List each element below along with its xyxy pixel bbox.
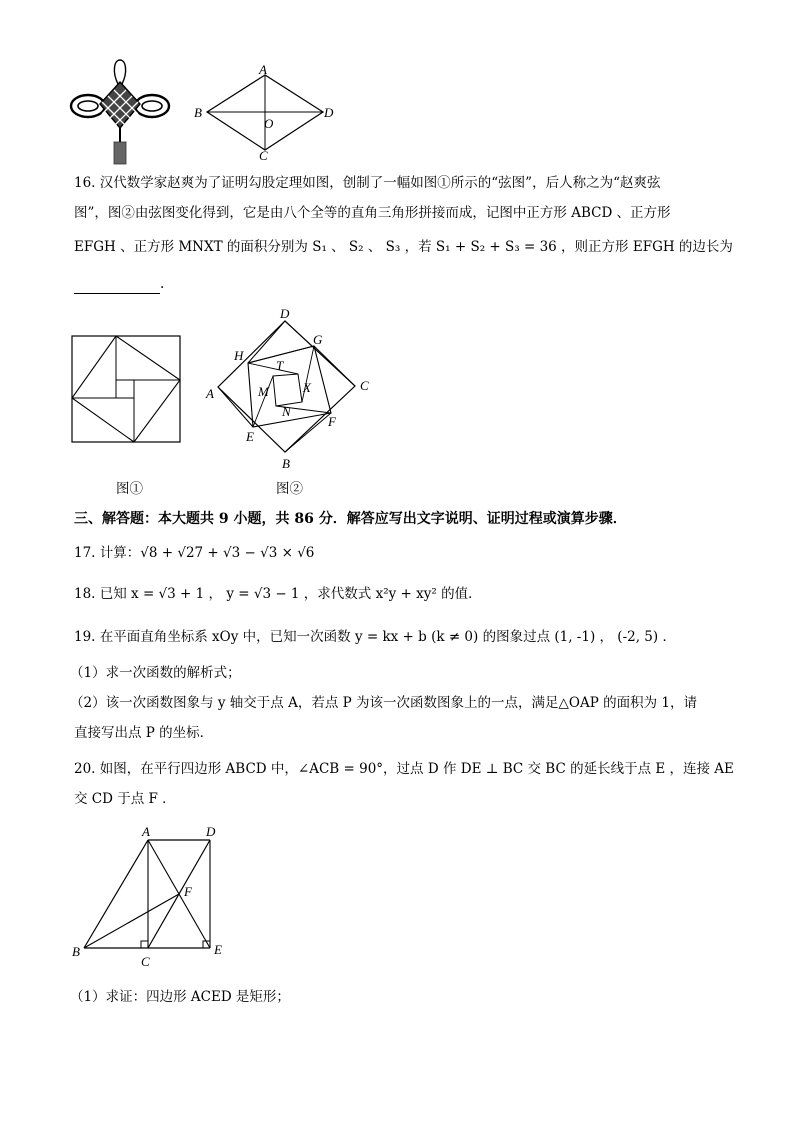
q20-line1: 20. 如图，在平行四边形 ABCD 中，∠ACB = 90°，过点 D 作 DE ⊥ BC 交 BC 的延长线于点 E ，连接 AE (74, 761, 734, 777)
q20-label-b: B (72, 944, 80, 959)
q19-part1: （1）求一次函数的解析式； (70, 665, 241, 681)
q16-line4-end: . (160, 276, 165, 292)
fig2-label-n: N (282, 404, 291, 419)
fig2-label-h: H (234, 348, 244, 363)
q17: 17. 计算：√8 + √27 + √3 − √3 × √6 (74, 545, 315, 561)
q16-answer-line (74, 275, 164, 294)
q20-label-d: D (206, 824, 216, 839)
fig2-label-g: G (313, 332, 323, 347)
fig2-label-f: F (328, 414, 336, 429)
section-3-heading: 三、解答题：本大题共 9 小题，共 86 分．解答应写出文字说明、证明过程或演算步骤． (74, 511, 627, 527)
fig2-label-t: T (276, 358, 284, 373)
q20-label-e: E (214, 942, 222, 957)
parallelogram-figure (66, 820, 236, 972)
fig2-label-m: M (258, 384, 269, 399)
rhombus-label-a: A (259, 62, 267, 77)
fig2-label-a: A (206, 386, 214, 401)
q19-part2a: （2）该一次函数图象与 y 轴交于点 A，若点 P 为该一次函数图象上的一点，满足△OAP 的面积为 1，请 (70, 695, 697, 711)
fig2-label-x: X (303, 380, 311, 395)
fig1-caption: 图① (116, 481, 143, 497)
q16-line1: 16. 汉代数学家赵爽为了证明勾股定理如图，创制了一幅如图①所示的“弦图”，后人称之为“赵爽弦 (74, 175, 661, 191)
rhombus-label-c: C (259, 148, 268, 162)
fig2-label-e: E (246, 429, 254, 444)
answer-blank (74, 279, 160, 294)
q20-label-c: C (141, 954, 150, 969)
rhombus-figure (190, 62, 340, 162)
q19-part2b: 直接写出点 P 的坐标． (74, 725, 214, 741)
rhombus-label-o: O (264, 116, 274, 131)
figure-2-squares (200, 302, 380, 482)
chinese-knot-figure (68, 58, 172, 168)
q16-line2: 图”，图②由弦图变化得到，它是由八个全等的直角三角形拼接而成，记图中正方形 ABCD 、正方形 (74, 205, 671, 221)
q16-line3: EFGH 、正方形 MNXT 的面积分别为 S₁ 、 S₂ 、 S₃ ，若 S₁ + S₂ + S₃ = 36 ，则正方形 EFGH 的边长为 (74, 239, 733, 255)
q19-line1: 19. 在平面直角坐标系 xOy 中，已知一次函数 y = kx + b (k ≠ 0) 的图象过点 (1, -1) ， (-2, 5) ． (74, 629, 676, 645)
q20-part1: （1）求证：四边形 ACED 是矩形； (70, 989, 290, 1005)
rhombus-label-d: D (324, 105, 334, 120)
rhombus-label-b: B (194, 105, 202, 120)
fig2-label-d: D (280, 306, 290, 321)
fig2-label-b: B (282, 456, 290, 471)
q20-label-a: A (142, 824, 150, 839)
q18: 18. 已知 x = √3 + 1 ， y = √3 − 1 ，求代数式 x²y + xy² 的值． (74, 586, 482, 602)
zhao-shuang-chord-diagram (70, 334, 184, 446)
fig2-label-c: C (360, 378, 369, 393)
q20-label-f: F (184, 884, 192, 899)
q20-line2: 交 CD 于点 F ． (74, 791, 176, 807)
fig2-caption: 图② (276, 481, 303, 497)
